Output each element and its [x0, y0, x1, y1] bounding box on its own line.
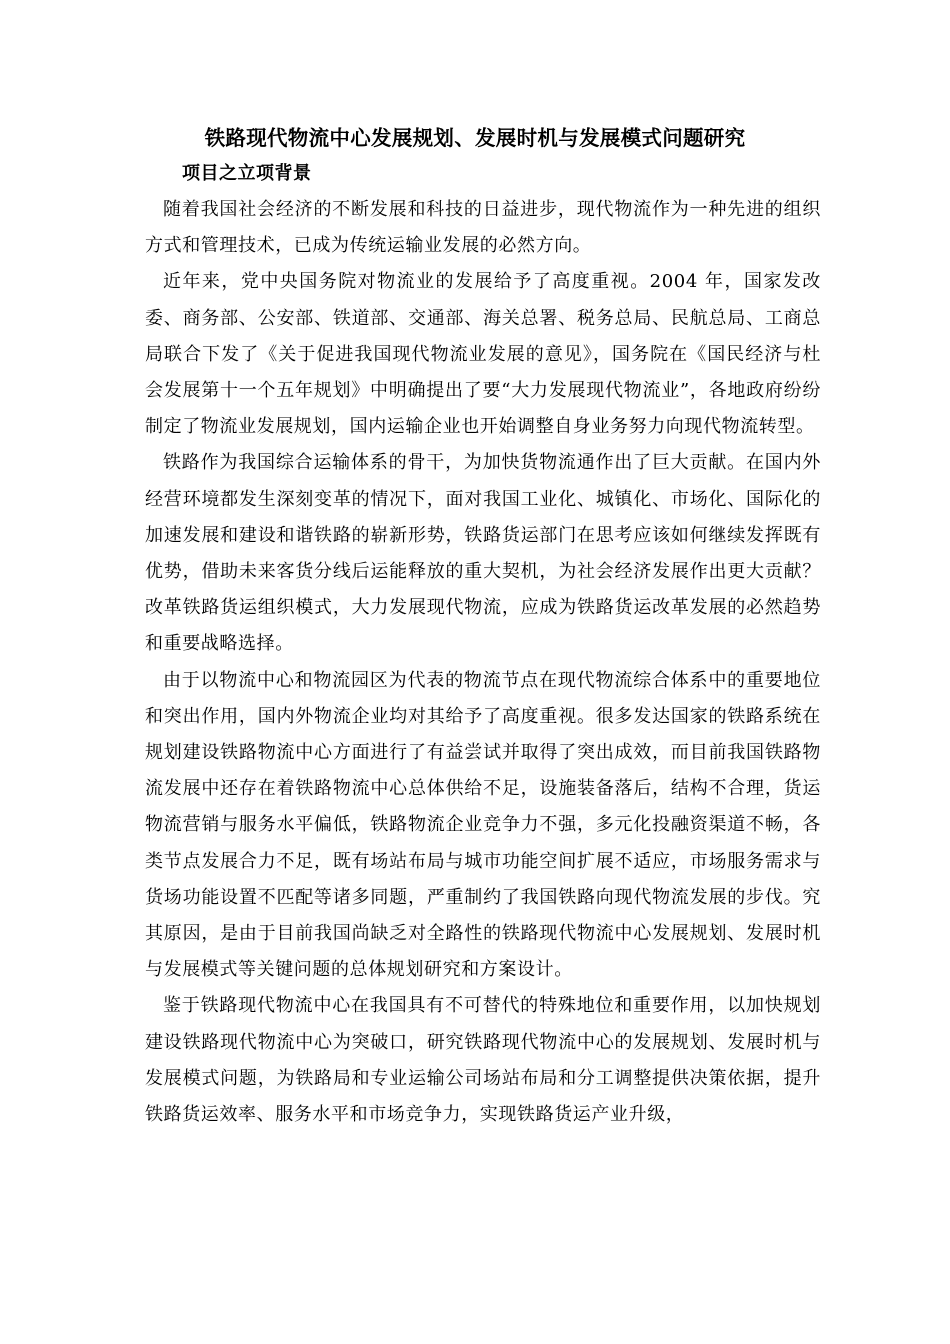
section-heading: 项目之立项背景 — [182, 163, 312, 184]
document-title: 铁路现代物流中心发展规划、发展时机与发展模式问题研究 — [204, 126, 746, 150]
paragraph-3: 铁路作为我国综合运输体系的骨干，为加快货物流通作出了巨大贡献。在国内外经营环境都发生深刻变革的情况下，面对我国工业化、城镇化、市场化、国际化的加速发展和建设和谐铁路的崭新形势，铁路货运部门在思考应该如何继续发挥既有优势，借助未来客货分线后运能释放的重大契机，为社会经济发展作出更大贡献？改革铁路货运组织模式，大力发展现代物流，应成为铁路货运改革发展的必然趋势和重要战略选择。 — [145, 452, 821, 655]
paragraph-4: 由于以物流中心和物流园区为代表的物流节点在现代物流综合体系中的重要地位和突出作用，国内外物流企业均对其给予了高度重视。很多发达国家的铁路系统在规划建设铁路物流中心方面进行了有益尝试并取得了突出成效，而目前我国铁路物流发展中还存在着铁路物流中心总体供给不足，设施装备落后，结构不合理，货运物流营销与服务水平偏低，铁路物流企业竞争力不强，多元化投融资渠道不畅，各类节点发展合力不足，既有场站布局与城市功能空间扩展不适应，市场服务需求与货场功能设置不匹配等诸多同题，严重制约了我国铁路向现代物流发展的步伐。究其原因，是由于目前我国尚缺乏对全路性的铁路现代物流中心发展规划、发展时机与发展模式等关键问题的总体规划研究和方案设计。 — [145, 669, 821, 981]
paragraph-1: 随着我国社会经济的不断发展和科技的日益进步，现代物流作为一种先进的组织方式和管理技术，已成为传统运输业发展的必然方向。 — [145, 199, 821, 257]
paragraph-2: 近年来，党中央国务院对物流业的发展给予了高度重视。2004 年，国家发改委、商务部、公安部、铁道部、交通部、海关总署、税务总局、民航总局、工商总局联合下发了《关于促进我国现代物流业发展的意见》，国务院在《国民经济与杜会发展第十一个五年规划》中明确提出了要“大力发展现代物流业”，各地政府纷纷制定了物流业发展规划，国内运输企业也开始调整自身业务努力向现代物流转型。 — [145, 271, 821, 438]
document-body — [145, 192, 821, 1133]
paragraph-5: 鉴于铁路现代物流中心在我国具有不可替代的特殊地位和重要作用，以加快规划建设铁路现代物流中心为突破口，研究铁路现代物流中心的发展规划、发展时机与发展模式问题，为铁路局和专业运输公司场站布局和分工调整提供决策依据，提升铁路货运效率、服务水平和市场竞争力，实现铁路货运产业升级， — [145, 995, 821, 1126]
